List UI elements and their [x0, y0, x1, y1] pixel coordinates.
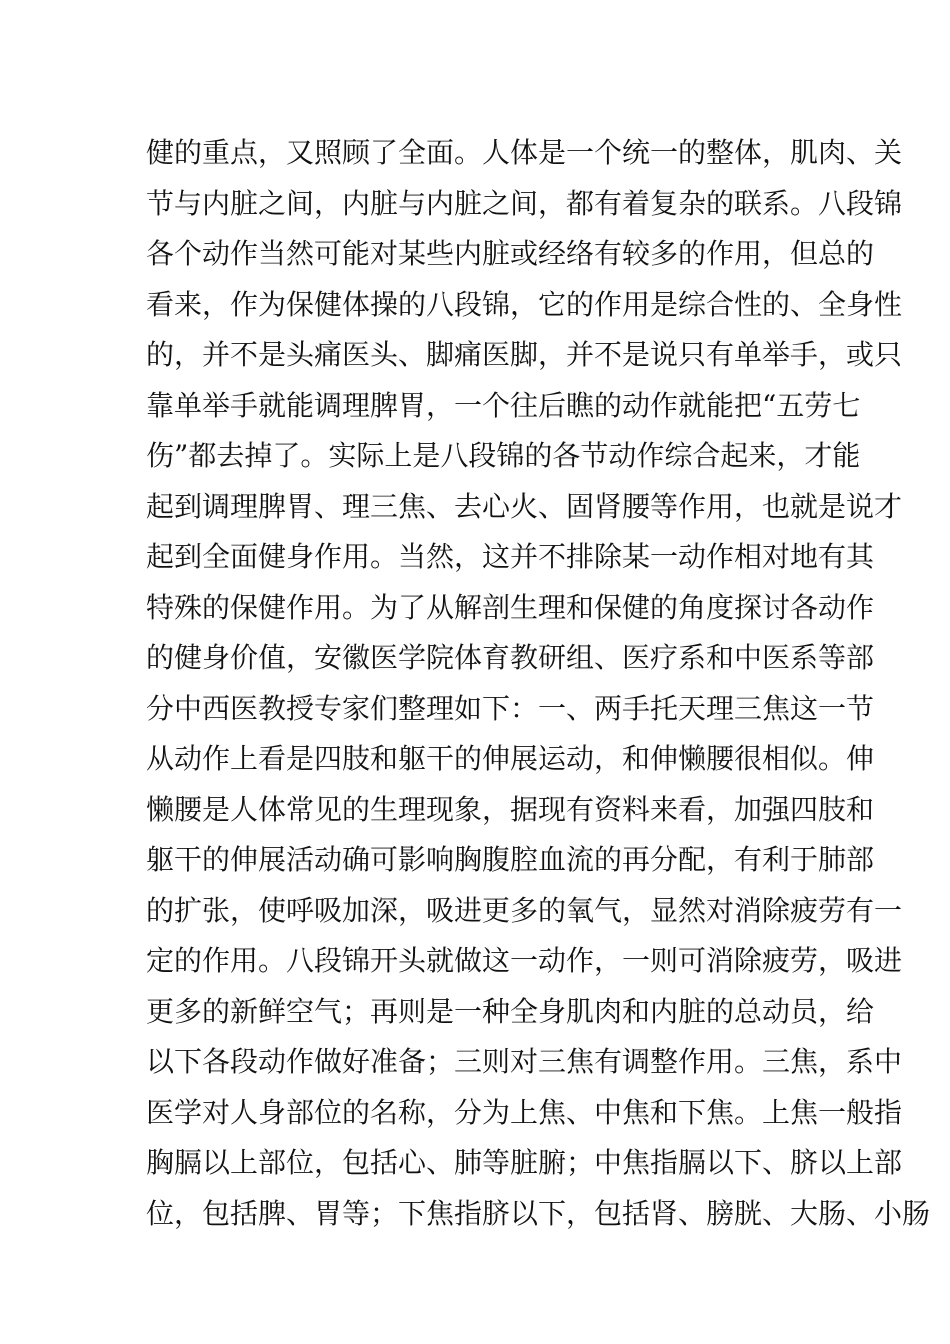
body-text — [146, 128, 931, 1239]
text-line: 节与内脏之间，内脏与内脏之间，都有着复杂的联系。八段锦 — [146, 186, 903, 220]
text-line: 伤”都去掉了。实际上是八段锦的各节动作综合起来，才能 — [146, 439, 861, 472]
text-line: 分中西医教授专家们整理如下：一、两手托天理三焦这一节 — [146, 691, 875, 725]
text-line: 靠单举手就能调理脾胃，一个往后瞧的动作就能把“五劳七 — [146, 388, 861, 422]
text-line: 的健身价值，安徽医学院体育教研组、医疗系和中医系等部 — [146, 641, 875, 674]
text-line: 起到调理脾胃、理三焦、去心火、固肾腰等作用，也就是说才 — [146, 489, 903, 523]
text-line: 位，包括脾、胃等；下焦指脐以下，包括肾、膀胱、大肠、小肠 — [146, 1196, 931, 1230]
text-line: 定的作用。八段锦开头就做这一动作，一则可消除疲劳，吸进 — [146, 944, 903, 977]
text-line: 医学对人身部位的名称，分为上焦、中焦和下焦。上焦一般指 — [146, 1095, 903, 1129]
text-line: 起到全面健身作用。当然，这并不排除某一动作相对地有其 — [146, 540, 875, 573]
text-line: 特殊的保健作用。为了从解剖生理和保健的角度探讨各动作 — [146, 590, 875, 624]
text-line: 更多的新鲜空气；再则是一种全身肌肉和内脏的总动员，给 — [146, 994, 875, 1028]
text-line: 胸膈以上部位，包括心、肺等脏腑；中焦指膈以下、脐以上部 — [146, 1146, 903, 1179]
text-line: 以下各段动作做好准备；三则对三焦有调整作用。三焦，系中 — [146, 1045, 903, 1078]
text-line: 看来，作为保健体操的八段锦，它的作用是综合性的、全身性 — [146, 287, 903, 321]
text-line: 的，并不是头痛医头、脚痛医脚，并不是说只有单举手，或只 — [146, 338, 903, 371]
text-line: 懒腰是人体常见的生理现象，据现有资料来看，加强四肢和 — [146, 792, 875, 826]
text-line: 从动作上看是四肢和躯干的伸展运动，和伸懒腰很相似。伸 — [146, 742, 875, 775]
text-line: 各个动作当然可能对某些内脏或经络有较多的作用，但总的 — [146, 237, 875, 270]
text-line: 健的重点，又照顾了全面。人体是一个统一的整体，肌肉、关 — [146, 136, 903, 169]
text-line: 躯干的伸展活动确可影响胸腹腔血流的再分配，有利于肺部 — [146, 843, 875, 876]
text-line: 的扩张，使呼吸加深，吸进更多的氧气，显然对消除疲劳有一 — [146, 893, 903, 927]
